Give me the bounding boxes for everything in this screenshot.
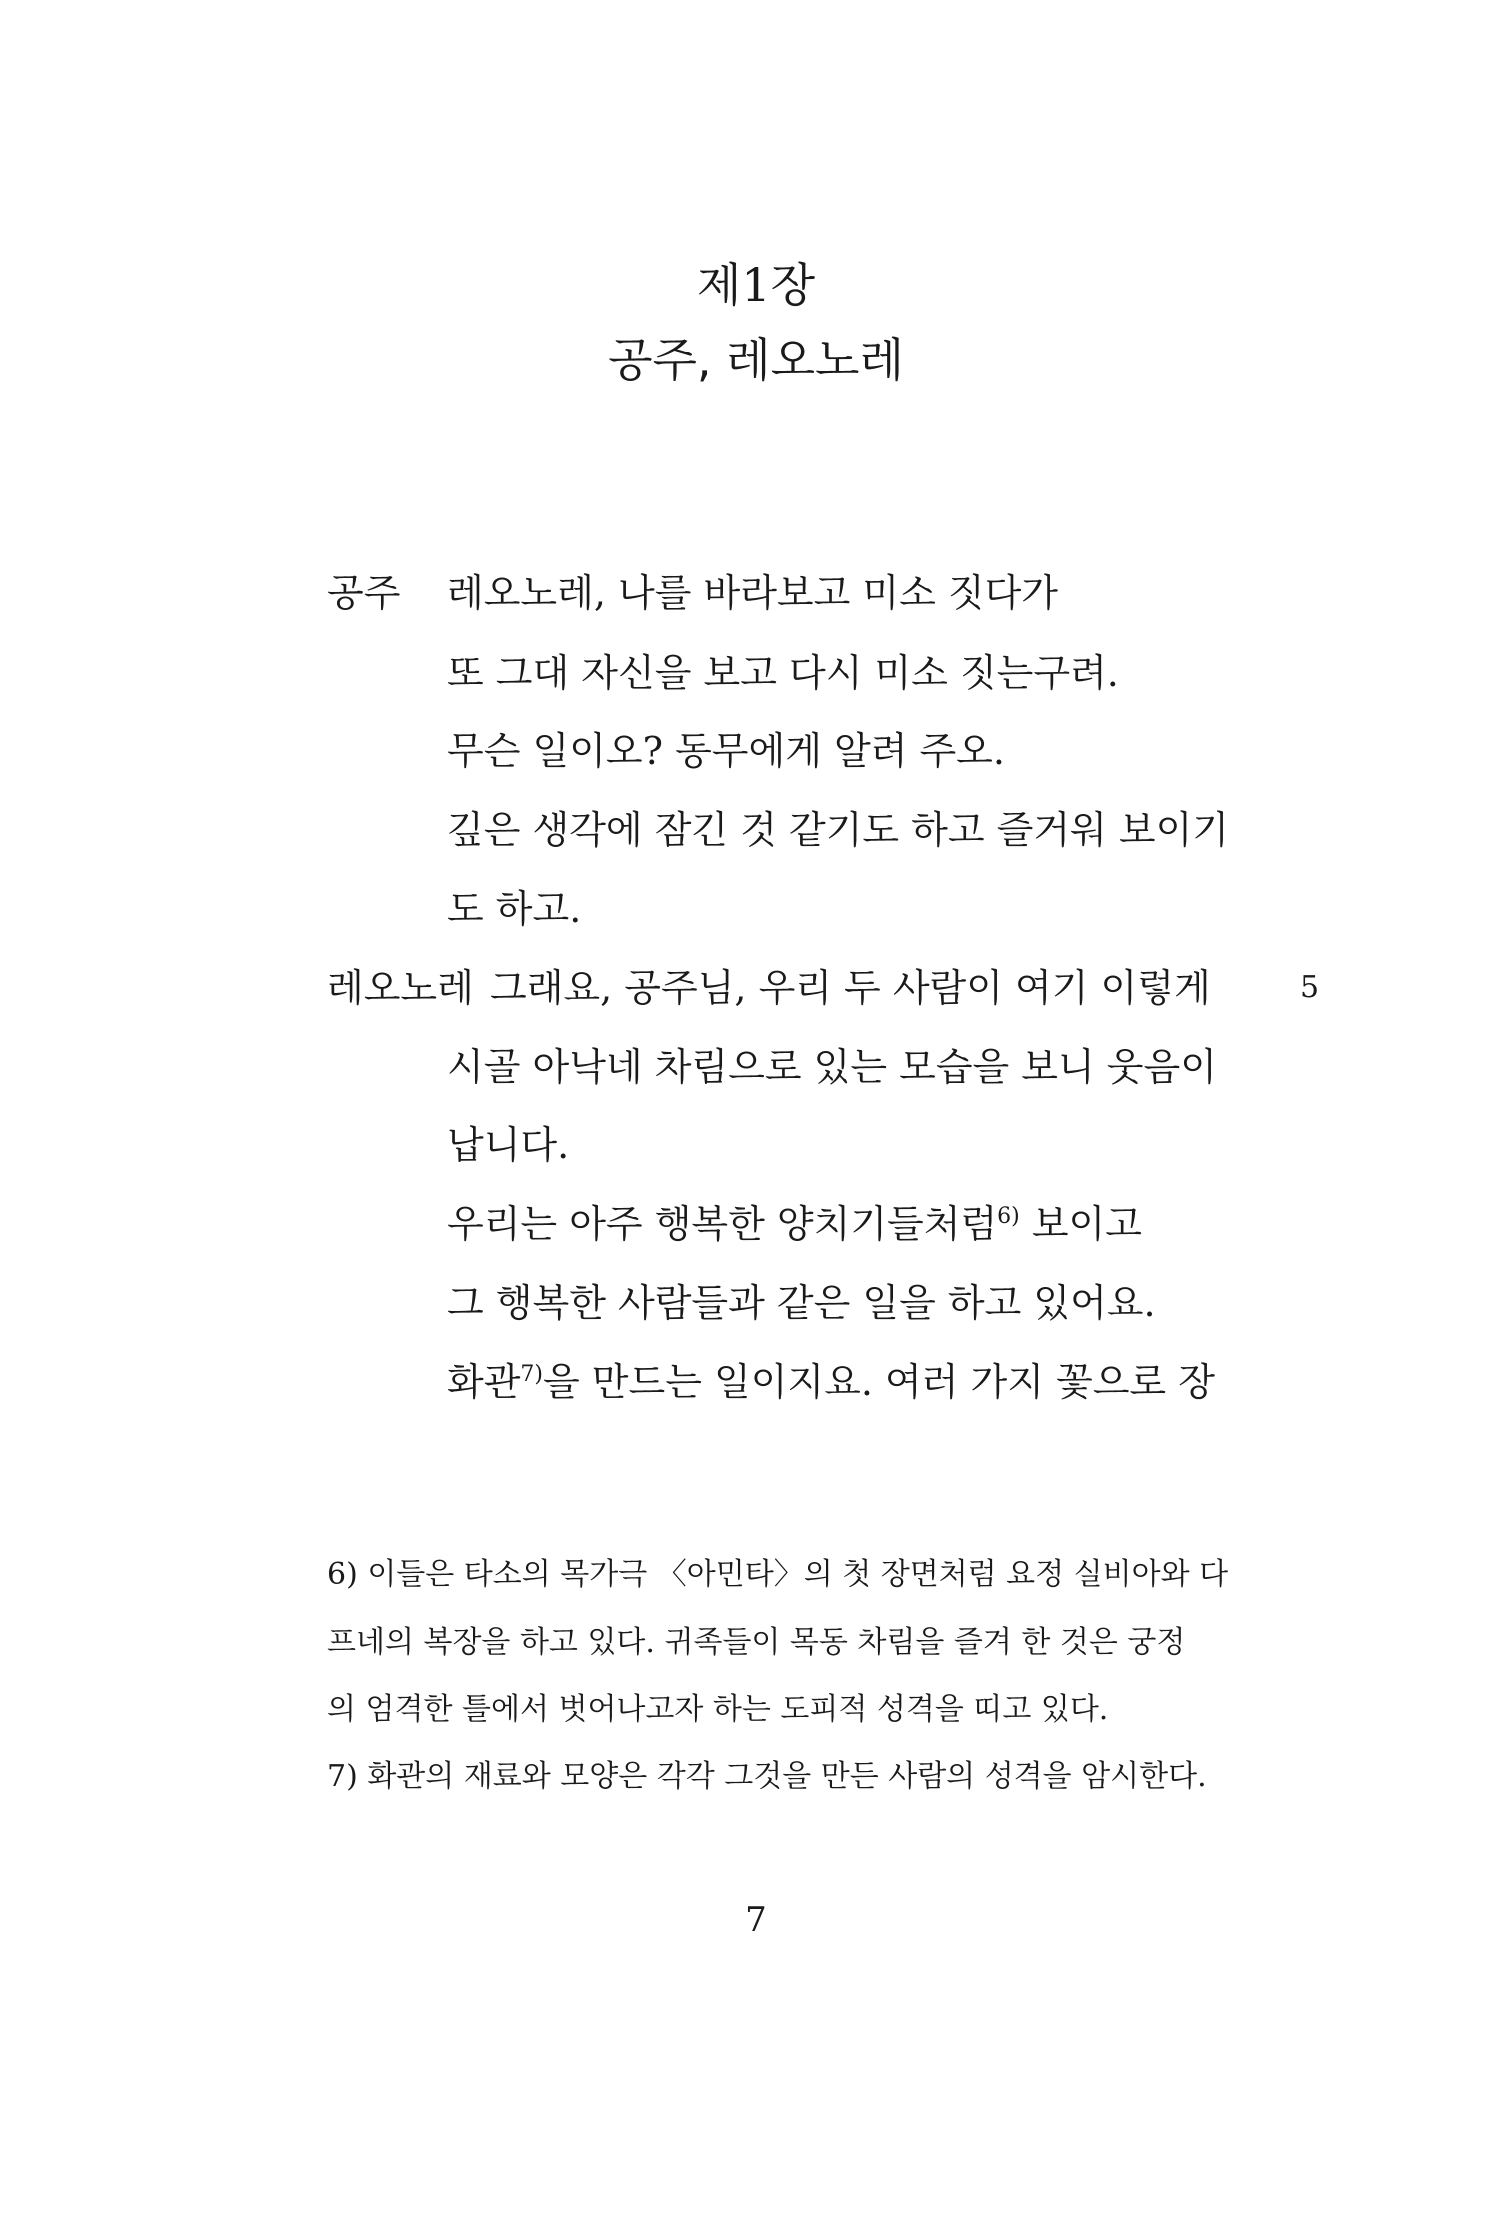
footnote-6-line: 의 엄격한 틀에서 벗어나고자 하는 도피적 성격을 띠고 있다.	[327, 1692, 1109, 1727]
verse-line: 또 그대 자신을 보고 다시 미소 짓는구려.	[447, 651, 1119, 695]
verse-text: 화관	[447, 1360, 521, 1404]
page-number: 7	[745, 1900, 767, 1940]
chapter-title: 공주, 레오노레	[608, 333, 904, 387]
verse-line: 그 행복한 사람들과 같은 일을 하고 있어요.	[447, 1281, 1156, 1325]
verse-line: 납니다.	[447, 1123, 570, 1167]
footnote-7-line: 7) 화관의 재료와 모양은 각각 그것을 만든 사람의 성격을 암시한다.	[327, 1759, 1207, 1794]
chapter-number: 제1장	[696, 258, 816, 312]
footnote-6-line: 6) 이들은 타소의 목가극 〈아민타〉의 첫 장면처럼 요정 실비아와 다	[327, 1557, 1229, 1592]
line-number: 5	[1300, 970, 1320, 1005]
speaker-name: 공주	[327, 571, 401, 615]
verse-text: 을 만드는 일이지요. 여러 가지 꽃으로 장	[543, 1360, 1215, 1404]
verse-line: 도 하고.	[447, 887, 582, 931]
speaker-name: 레오노레	[327, 966, 474, 1010]
footnote-6-line: 프네의 복장을 하고 있다. 귀족들이 목동 차림을 즐겨 한 것은 궁정	[327, 1625, 1186, 1660]
verse-line: 그래요, 공주님, 우리 두 사람이 여기 이렇게	[490, 966, 1211, 1010]
verse-line: 시골 아낙네 차림으로 있는 모습을 보니 웃음이	[447, 1045, 1217, 1089]
verse-text: 보이고	[1019, 1202, 1142, 1246]
verse-line	[447, 1357, 1215, 1407]
verse-line: 깊은 생각에 잠긴 것 같기도 하고 즐거워 보이기	[447, 808, 1230, 852]
verse-line	[447, 1199, 1142, 1249]
footnote-ref-6[interactable]: 6)	[997, 1204, 1020, 1229]
verse-line: 레오노레, 나를 바라보고 미소 짓다가	[447, 571, 1059, 615]
verse-text: 우리는 아주 행복한 양치기들처럼	[447, 1202, 998, 1246]
footnote-ref-7[interactable]: 7)	[520, 1362, 544, 1387]
verse-line: 무슨 일이오? 동무에게 알려 주오.	[447, 729, 1005, 773]
